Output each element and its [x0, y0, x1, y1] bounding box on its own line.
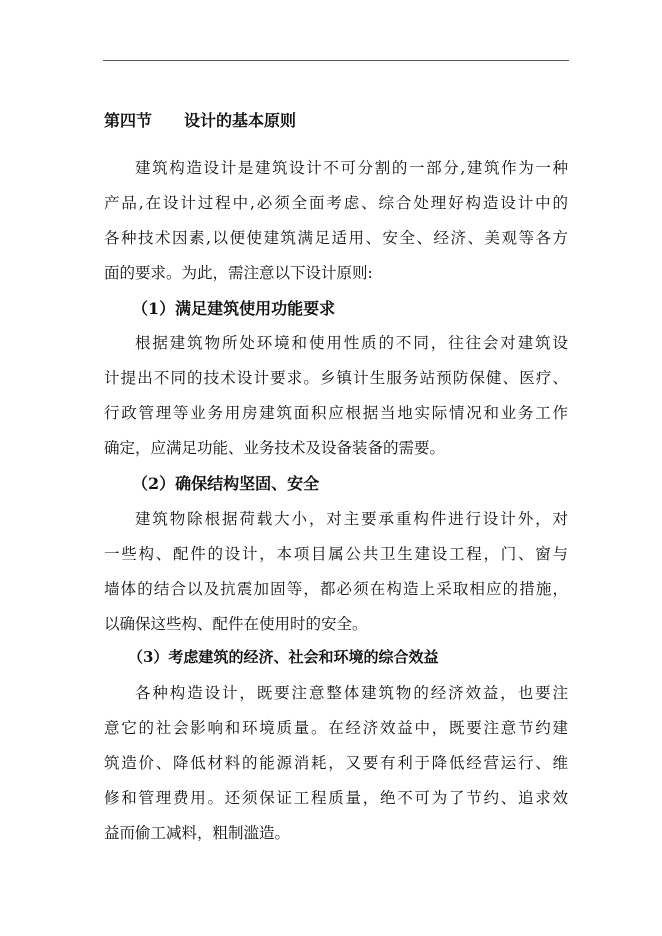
paragraph-line: 墙体的结合以及抗震加固等，都必须在构造上采取相应的措施， [104, 580, 568, 598]
section-number: 第四节 [104, 111, 153, 130]
paragraph-line: 修和管理费用。还须保证工程质量，绝不可为了节约、追求效 [104, 789, 568, 807]
paragraph-line: 建筑构造设计是建筑设计不可分割的一部分,建筑作为一种 [135, 159, 568, 177]
header-rule [103, 60, 569, 61]
intro-paragraph [104, 151, 568, 291]
paragraph-line: 益而偷工减料，粗制滥造。 [104, 824, 291, 842]
paragraph-line: 面的要求。为此，需注意以下设计原则: [104, 264, 373, 282]
paragraph-line: 一些构、配件的设计，本项目属公共卫生建设工程，门、窗与 [104, 545, 568, 563]
paragraph-line: 确定，应满足功能、业务技术及设备装备的需要。 [104, 439, 446, 457]
paragraph-line: 意它的社会影响和环境质量。在经济效益中，既要注意节约建 [104, 719, 568, 737]
paragraph-line: 根据建筑物所处环境和使用性质的不同，往往会对建筑设 [135, 334, 568, 352]
paragraph-line: 计提出不同的技术设计要求。乡镇计生服务站预防保健、医疗、 [104, 369, 568, 387]
paragraph-line: 筑造价、降低材料的能源消耗，又要有利于降低经营运行、维 [104, 754, 568, 772]
paragraph-line: 各种技术因素,以便使建筑满足适用、安全、经济、美观等各方 [104, 229, 568, 247]
paragraph-line: 产品,在设计过程中,必须全面考虑、综合处理好构造设计中的 [104, 194, 568, 212]
principle-1-paragraph [104, 326, 568, 466]
paragraph-line: 行政管理等业务用房建筑面积应根据当地实际情况和业务工作 [104, 404, 568, 422]
principle-2-paragraph [104, 502, 568, 642]
paragraph-line: 以确保这些构、配件在使用时的安全。 [104, 615, 368, 633]
section-title [104, 111, 296, 131]
paragraph-line: 各种构造设计，既要注意整体建筑物的经济效益，也要注 [135, 684, 568, 702]
principle-1-heading: （1）满足建筑使用功能要求 [132, 299, 336, 318]
paragraph-line: 建筑物除根据荷载大小，对主要承重构件进行设计外，对 [135, 510, 568, 528]
section-title-text: 设计的基本原则 [184, 111, 297, 130]
principle-2-heading: （2）确保结构坚固、安全 [132, 474, 320, 493]
principle-3-paragraph [104, 676, 568, 851]
principle-3-heading: （3）考虑建筑的经济、社会和环境的综合效益 [128, 648, 439, 666]
